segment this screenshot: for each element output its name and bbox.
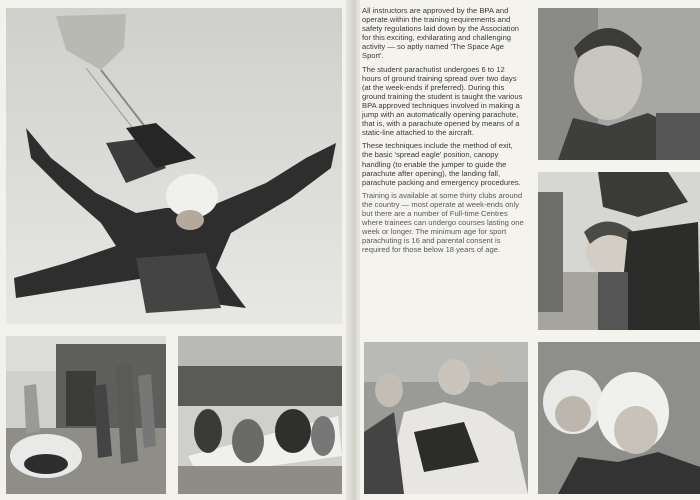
page-gutter — [346, 0, 360, 500]
instructor-portrait-photo — [538, 8, 700, 160]
paragraph-clubs: Training is available at some thirty clubs around the country — most operate at week-ends only but there are a number of Full-time Centres where trainees can undergo courses lasting one week or longer. The minimum age for sport parachuting is 16 and parental consent is required for those below 18 years of age. — [362, 190, 524, 255]
body-text-column — [362, 6, 524, 258]
student-with-parachute-photo — [538, 172, 700, 330]
paragraph-techniques: These techniques include the method of exit, the basic 'spread eagle' position, canopy handling (to enable the jumper to guide the parachute after opening), the landing fall, parachute packing and emergency procedures. — [362, 141, 521, 187]
ground-training-photo-2 — [178, 336, 342, 494]
paragraph-ground-training: The student parachutist undergoes 6 to 12 hours of ground training spread over two days (at the week-ends if preferred). During this ground training the student is taught the various BPA approved techniques involved in making a jump with an automatically opening parachute, that is, with a parachute opened by means of a static-line attached to the aircraft. — [362, 64, 523, 138]
helmeted-jumpers-photo — [538, 342, 700, 494]
paragraph-intro: All instructors are approved by the BPA and operate within the training requirements and safety regulations laid down by the Association for this exciting, exhilarating and challenging activity — so aptly named 'The Space Age Sport'. — [362, 6, 520, 61]
jumpers-group-photo — [364, 342, 528, 494]
skydiver-photo — [6, 8, 342, 324]
ground-training-photo-1 — [6, 336, 166, 494]
